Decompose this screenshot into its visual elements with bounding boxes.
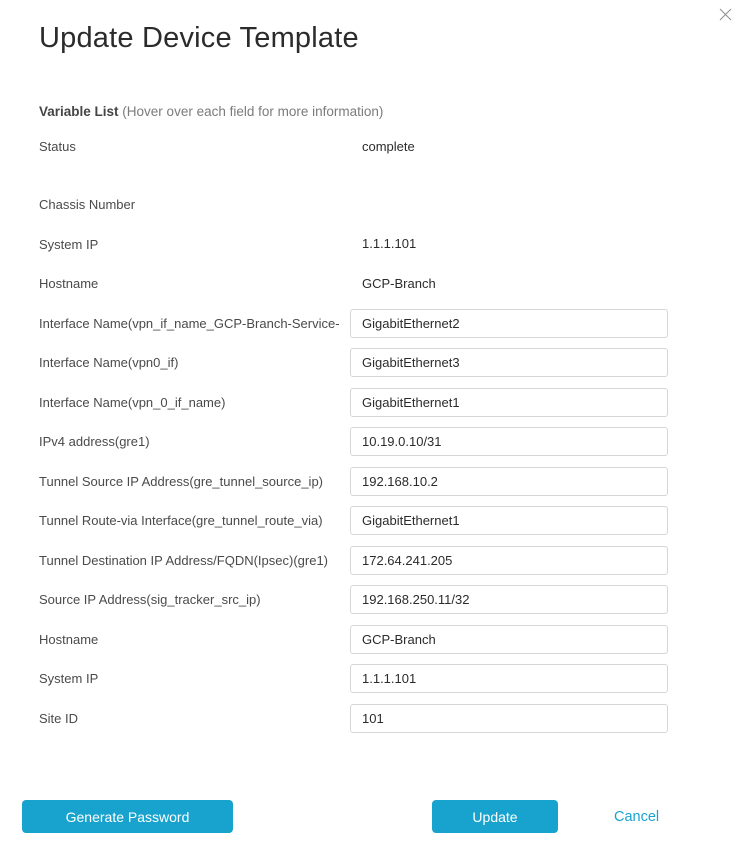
field-value-cell bbox=[350, 506, 668, 535]
field-label: Source IP Address(sig_tracker_src_ip) bbox=[39, 592, 261, 607]
field-value-cell bbox=[350, 196, 668, 214]
field-rows bbox=[39, 132, 668, 733]
field-input[interactable] bbox=[350, 664, 668, 693]
field-row bbox=[39, 664, 668, 693]
field-row bbox=[39, 704, 668, 733]
field-row bbox=[39, 427, 668, 456]
field-input[interactable] bbox=[350, 309, 668, 338]
field-static-value: complete bbox=[362, 138, 415, 154]
variable-list-hint: (Hover over each field for more information) bbox=[118, 104, 384, 119]
field-label: Chassis Number bbox=[39, 197, 136, 212]
field-row bbox=[39, 269, 668, 298]
field-value-cell bbox=[350, 467, 668, 496]
field-value-cell bbox=[350, 275, 668, 293]
field-value-cell bbox=[350, 585, 668, 614]
field-input[interactable] bbox=[350, 427, 668, 456]
field-label: IPv4 address(gre1) bbox=[39, 434, 150, 449]
field-value-cell bbox=[350, 309, 668, 338]
field-input[interactable] bbox=[350, 704, 668, 733]
field-row bbox=[39, 467, 668, 496]
field-value-cell bbox=[350, 388, 668, 417]
field-label: System IP bbox=[39, 236, 99, 252]
field-label: Site ID bbox=[39, 710, 79, 726]
field-input[interactable] bbox=[350, 388, 668, 417]
field-input[interactable] bbox=[350, 585, 668, 614]
field-input[interactable] bbox=[350, 506, 668, 535]
field-row bbox=[39, 546, 668, 575]
field-label: System IP bbox=[39, 671, 99, 686]
field-row bbox=[39, 625, 668, 654]
field-label: Tunnel Source IP Address(gre_tunnel_source_ip) bbox=[39, 473, 324, 489]
field-row bbox=[39, 506, 668, 535]
field-row bbox=[39, 585, 668, 614]
field-static-value: GCP-Branch bbox=[362, 275, 436, 291]
x-icon bbox=[718, 7, 733, 22]
field-row bbox=[39, 132, 668, 161]
field-static-value: 1.1.1.101 bbox=[362, 236, 417, 251]
field-label: Tunnel Route-via Interface(gre_tunnel_route_via) bbox=[39, 513, 323, 528]
generate-password-button[interactable]: Generate Password bbox=[22, 800, 233, 833]
field-label: Interface Name(vpn_if_name_GCP-Branch-Service- bbox=[39, 315, 340, 331]
cancel-button[interactable]: Cancel bbox=[614, 800, 659, 833]
variable-list-title: Variable List bbox=[39, 104, 119, 119]
field-row bbox=[39, 348, 668, 377]
field-label: Hostname bbox=[39, 631, 99, 647]
field-value-cell bbox=[350, 138, 668, 156]
field-row bbox=[39, 230, 668, 259]
field-label: Interface Name(vpn_0_if_name) bbox=[39, 394, 226, 410]
field-value-cell bbox=[350, 235, 668, 253]
field-value-cell bbox=[350, 625, 668, 654]
field-row bbox=[39, 388, 668, 417]
variable-list-header bbox=[39, 104, 668, 120]
field-value-cell bbox=[350, 427, 668, 456]
field-input[interactable] bbox=[350, 546, 668, 575]
field-input[interactable] bbox=[350, 467, 668, 496]
field-value-cell bbox=[350, 348, 668, 377]
page-title: Update Device Template bbox=[39, 22, 359, 54]
field-value-cell bbox=[350, 664, 668, 693]
field-row bbox=[39, 190, 668, 219]
field-label: Status bbox=[39, 139, 76, 154]
field-row bbox=[39, 309, 668, 338]
field-label: Interface Name(vpn0_if) bbox=[39, 355, 179, 370]
field-value-cell bbox=[350, 546, 668, 575]
close-icon[interactable] bbox=[717, 6, 733, 22]
field-value-cell bbox=[350, 704, 668, 733]
footer-actions bbox=[0, 800, 752, 833]
field-label: Tunnel Destination IP Address/FQDN(Ipsec)(gre1) bbox=[39, 552, 329, 568]
field-input[interactable] bbox=[350, 348, 668, 377]
field-input[interactable] bbox=[350, 625, 668, 654]
update-button[interactable]: Update bbox=[432, 800, 558, 833]
field-label: Hostname bbox=[39, 276, 99, 291]
